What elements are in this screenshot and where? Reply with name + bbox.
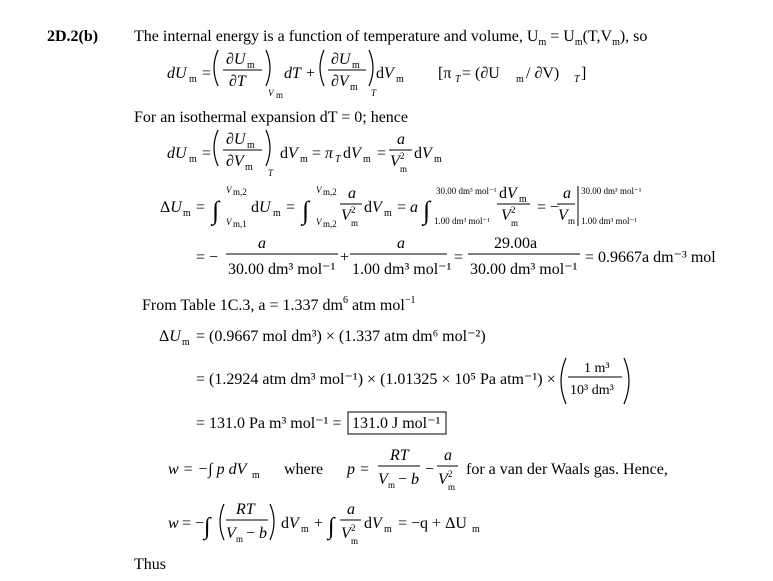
svg-text:a: a [347, 501, 355, 518]
svg-text:∂U: ∂U [331, 51, 351, 68]
equation-isothermal [167, 130, 442, 178]
svg-text:dU: dU [167, 145, 187, 162]
vm-b-2: V [226, 525, 236, 542]
svg-text:T: T [335, 154, 341, 165]
conv-den: 10³ dm³ [570, 383, 614, 398]
svg-text:dT: dT [284, 65, 301, 82]
svg-text:m: m [245, 162, 253, 173]
equation-substitution [159, 328, 486, 348]
intro-sub: m [538, 37, 547, 49]
svg-text:T: T [455, 74, 461, 85]
line2: = (0.9667 mol dm³) × (1.337 atm dm⁶ mol⁻²) [196, 328, 486, 345]
svg-text:V: V [226, 185, 232, 195]
svg-text:dV: dV [414, 145, 432, 162]
svg-text:∂V: ∂V [331, 73, 349, 90]
svg-text:a: a [444, 447, 452, 464]
svg-text:m: m [301, 524, 309, 535]
svg-text:m: m [352, 60, 360, 71]
svg-text:V: V [558, 207, 568, 224]
intro-text: The internal energy is a function of temperature and volume, U [134, 28, 539, 45]
svg-text:= a: = a [397, 199, 419, 216]
svg-text:m: m [388, 480, 396, 490]
svg-text:V: V [390, 153, 400, 170]
svg-text:m: m [350, 82, 358, 93]
vm-b-1: V [378, 471, 388, 488]
table-end: atm mol [347, 297, 405, 314]
svg-text:dV: dV [364, 199, 382, 216]
den3: 30.00 dm³ mol⁻¹ [470, 261, 578, 278]
rt-2: RT [236, 501, 255, 518]
work-result: = −q + ΔU [398, 515, 467, 532]
svg-text:∫: ∫ [423, 196, 431, 225]
equation-evaluation [196, 235, 716, 278]
work1: w = −∫ p dV [168, 461, 247, 478]
svg-text:=: = [377, 145, 387, 162]
frac-a-1: a [258, 235, 266, 252]
frac-a-2: a [397, 235, 405, 252]
svg-text:m: m [182, 337, 190, 348]
svg-text:m: m [273, 208, 281, 219]
den2: 1.00 dm³ mol⁻¹ [352, 261, 452, 278]
svg-text:V: V [341, 207, 351, 224]
svg-text:=: = [286, 199, 296, 216]
svg-text:∂V: ∂V [226, 153, 244, 170]
svg-text:dV: dV [343, 145, 361, 162]
svg-text:2: 2 [511, 205, 516, 215]
svg-text:m: m [448, 482, 456, 492]
svg-text:m: m [189, 154, 197, 165]
svg-text:+: + [314, 515, 324, 532]
svg-text:2: 2 [400, 151, 405, 161]
result1: = 0.9667a dm⁻³ mol [585, 249, 716, 266]
svg-text:=: = [202, 145, 212, 162]
svg-text:−: − [425, 461, 435, 478]
svg-text:m,2: m,2 [233, 187, 247, 197]
equation-conversion [196, 358, 629, 404]
svg-text:+: + [306, 65, 316, 82]
svg-text:m: m [568, 216, 576, 226]
svg-text:∂U: ∂U [226, 51, 246, 68]
svg-text:m: m [300, 154, 308, 165]
conv-num: 1 m³ [584, 361, 610, 376]
intro-eq: = U [546, 28, 575, 45]
svg-text:m: m [384, 208, 392, 219]
limit-bottom-eval: 1.00 dm³ mol⁻¹ [581, 216, 637, 226]
svg-text:V: V [438, 471, 448, 488]
svg-text:ΔU: ΔU [160, 199, 182, 216]
pi-t-rest2: / ∂V) [526, 65, 560, 82]
intro-end: ), so [619, 28, 648, 45]
svg-text:m: m [472, 524, 480, 535]
svg-text:∂U: ∂U [226, 131, 246, 148]
limit-bottom: 1.00 dm³ mol⁻¹ [434, 216, 490, 226]
svg-text:∫: ∫ [204, 514, 211, 540]
svg-text:∫: ∫ [212, 196, 220, 225]
svg-text:2: 2 [448, 469, 453, 479]
table-sup2: −1 [404, 295, 416, 306]
svg-text:m: m [252, 470, 260, 481]
equation-work-expanded [168, 501, 480, 546]
svg-text:a: a [348, 185, 356, 202]
svg-text:m: m [183, 208, 191, 219]
rt-1: RT [390, 447, 409, 464]
intro-sub3: m [612, 37, 620, 49]
svg-text:dV: dV [280, 145, 298, 162]
den1: 30.00 dm³ mol⁻¹ [228, 261, 336, 278]
svg-text:dU: dU [167, 65, 187, 82]
svg-text:− b: − b [398, 471, 420, 488]
svg-text:∫: ∫ [302, 196, 310, 225]
pi-t-end: ] [581, 65, 587, 82]
svg-text:V: V [268, 88, 274, 98]
svg-text:m: m [247, 60, 255, 71]
svg-text:m: m [384, 524, 392, 535]
svg-text:a: a [563, 185, 571, 202]
svg-text:+: + [340, 249, 350, 266]
svg-text:m: m [236, 534, 244, 544]
pi-t-rest: = (∂U [462, 65, 500, 82]
intro-args: (T,V [582, 28, 613, 45]
svg-text:ΔU: ΔU [159, 328, 181, 345]
svg-text:m: m [519, 194, 527, 205]
svg-text:m,1: m,1 [233, 219, 247, 229]
table-ref-text: From Table 1C.3, a = 1.337 dm [142, 297, 343, 314]
equation-total-differential [167, 50, 586, 100]
svg-text:= π: = π [312, 145, 334, 162]
svg-text:V: V [341, 525, 351, 542]
intro-sub2: m [574, 37, 583, 49]
svg-text:m: m [400, 164, 408, 174]
svg-text:V: V [226, 217, 232, 227]
line4: = 131.0 Pa m³ mol⁻¹ = [196, 415, 342, 432]
svg-text:a: a [397, 131, 405, 148]
svg-text:dV: dV [499, 185, 517, 202]
table-ref [142, 295, 415, 314]
problem-label: 2D.2(b) [47, 28, 99, 45]
svg-text:m: m [351, 536, 359, 546]
svg-text:=: = [202, 65, 212, 82]
svg-text:=: = [454, 249, 464, 266]
svg-text:m: m [276, 90, 284, 100]
svg-text:m: m [511, 218, 519, 228]
svg-text:m: m [516, 74, 524, 85]
isothermal-text: For an isothermal expansion dT = 0; hence [134, 109, 408, 126]
svg-text:dV: dV [364, 515, 382, 532]
limit-top-eval: 30.00 dm³ mol⁻¹ [581, 186, 642, 196]
boxed-answer: 131.0 J mol⁻¹ [352, 415, 441, 432]
thus-text: Thus [134, 556, 166, 573]
svg-text:m,2: m,2 [323, 187, 337, 197]
svg-text:m: m [363, 154, 371, 165]
line3: = (1.2924 atm dm³ mol⁻¹) × (1.01325 × 10⁵ Pa atm⁻¹) × [196, 371, 556, 388]
svg-text:− b: − b [246, 525, 268, 542]
svg-text:m: m [396, 74, 404, 85]
svg-text:T: T [371, 88, 377, 98]
svg-text:V: V [501, 207, 511, 224]
svg-text:∫: ∫ [328, 514, 335, 540]
svg-text:= −: = − [196, 249, 219, 266]
svg-text:2: 2 [351, 523, 356, 533]
num3: 29.00a [494, 235, 538, 252]
svg-text:∂T: ∂T [229, 73, 246, 90]
equation-final [196, 412, 446, 434]
svg-text:m: m [351, 218, 359, 228]
svg-text:m,2: m,2 [323, 219, 337, 229]
svg-text:T: T [574, 74, 580, 85]
where-text: where [284, 461, 324, 478]
svg-text:dU: dU [251, 199, 271, 216]
svg-text:V: V [316, 217, 322, 227]
svg-text:m: m [434, 154, 442, 165]
svg-text:= −: = − [537, 199, 560, 216]
svg-text:w: w [168, 515, 179, 532]
svg-text:2: 2 [351, 205, 356, 215]
limit-top: 30.00 dm³ mol⁻¹ [436, 186, 497, 196]
svg-text:m: m [247, 140, 255, 151]
svg-text:dV: dV [281, 515, 299, 532]
svg-text:V: V [316, 185, 322, 195]
svg-text:=: = [196, 199, 206, 216]
svg-text:m: m [189, 74, 197, 85]
equation-work [168, 447, 668, 492]
equation-delta-u [160, 185, 642, 229]
svg-text:= −: = − [182, 515, 205, 532]
table-sup: 6 [342, 295, 348, 306]
vdw-text: for a van der Waals gas. Hence, [466, 461, 668, 478]
svg-text:dV: dV [376, 65, 394, 82]
vdw-lhs: p = [347, 461, 370, 478]
pi-t-def: [π [438, 65, 452, 82]
svg-text:T: T [268, 168, 274, 178]
